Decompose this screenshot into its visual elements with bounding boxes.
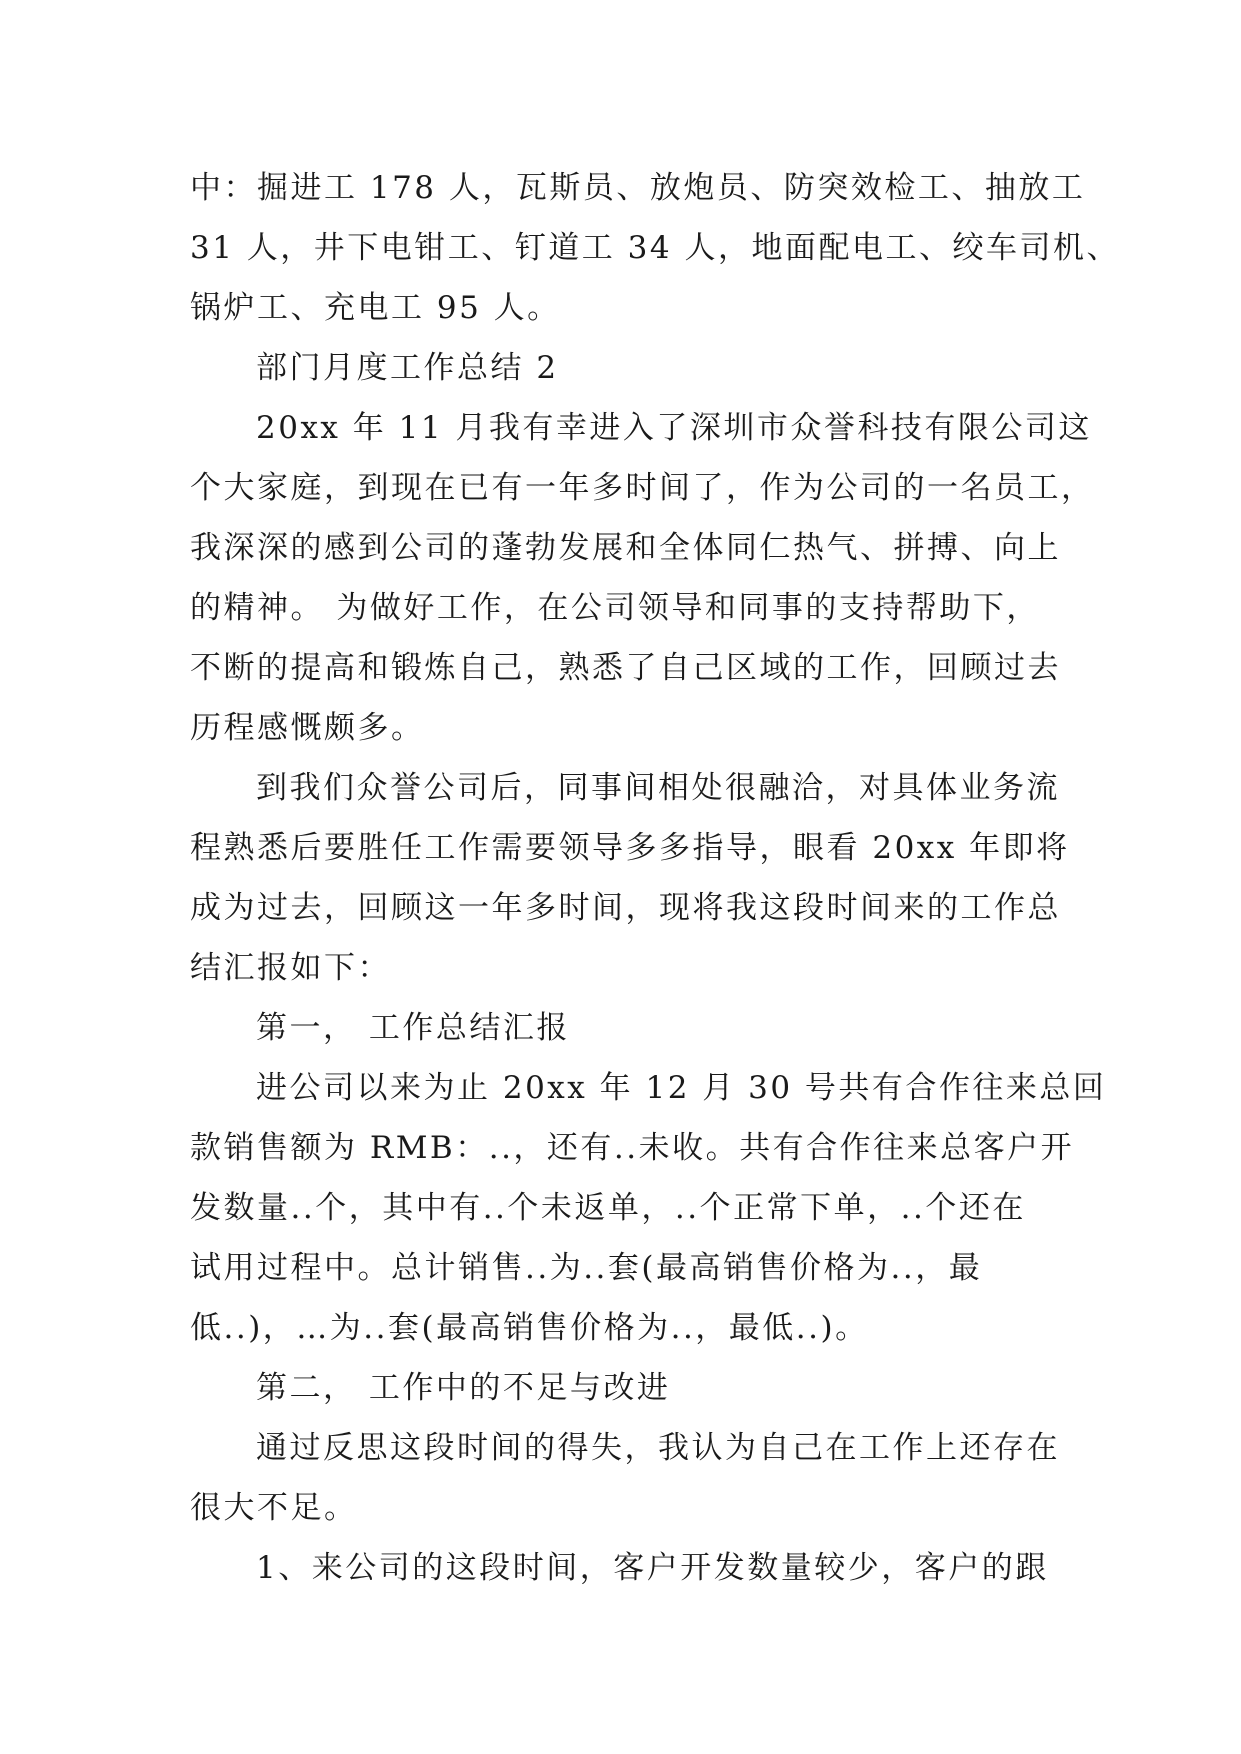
- text-line: 20xx 年 11 月我有幸进入了深圳市众誉科技有限公司这: [256, 410, 1092, 446]
- text-line: 我深深的感到公司的蓬勃发展和全体同仁热气、拼搏、向上: [190, 530, 1061, 566]
- subsection-heading: 第二， 工作中的不足与改进: [256, 1370, 671, 1406]
- text-line: 款销售额为 RMB：..，还有..未收。共有合作往来总客户开: [190, 1130, 1075, 1166]
- text-line: 不断的提高和锻炼自己，熟悉了自己区域的工作，回顾过去: [190, 650, 1061, 686]
- section-heading: 部门月度工作总结 2: [256, 350, 559, 386]
- text-line: 程熟悉后要胜任工作需要领导多多指导，眼看 20xx 年即将: [190, 830, 1070, 866]
- text-line: 通过反思这段时间的得失，我认为自己在工作上还存在: [256, 1430, 1060, 1466]
- text-line: 锅炉工、充电工 95 人。: [190, 290, 561, 326]
- text-line: 31 人，井下电钳工、钉道工 34 人，地面配电工、绞车司机、: [190, 230, 1120, 266]
- text-line: 试用过程中。总计销售..为..套(最高销售价格为..，最: [190, 1250, 983, 1286]
- text-line: 到我们众誉公司后，同事间相处很融洽，对具体业务流: [256, 770, 1060, 806]
- text-line: 个大家庭，到现在已有一年多时间了，作为公司的一名员工，: [190, 470, 1095, 506]
- text-line: 进公司以来为止 20xx 年 12 月 30 号共有合作往来总回: [256, 1070, 1107, 1106]
- text-line: 低..)，…为..套(最高销售价格为..，最低..)。: [190, 1310, 869, 1346]
- text-line: 的精神。 为做好工作，在公司领导和同事的支持帮助下，: [190, 590, 1040, 626]
- text-line: 1、来公司的这段时间，客户开发数量较少，客户的跟: [256, 1550, 1049, 1586]
- document-body: [190, 158, 1120, 1598]
- text-line: 历程感慨颇多。: [190, 710, 425, 746]
- text-line: 中：掘进工 178 人，瓦斯员、放炮员、防突效检工、抽放工: [190, 170, 1086, 206]
- text-line: 成为过去，回顾这一年多时间，现将我这段时间来的工作总: [190, 890, 1061, 926]
- subsection-heading: 第一， 工作总结汇报: [256, 1010, 570, 1046]
- text-line: 发数量..个，其中有..个未返单，..个正常下单，..个还在: [190, 1190, 1026, 1226]
- text-line: 结汇报如下：: [190, 950, 391, 986]
- text-line: 很大不足。: [190, 1490, 358, 1526]
